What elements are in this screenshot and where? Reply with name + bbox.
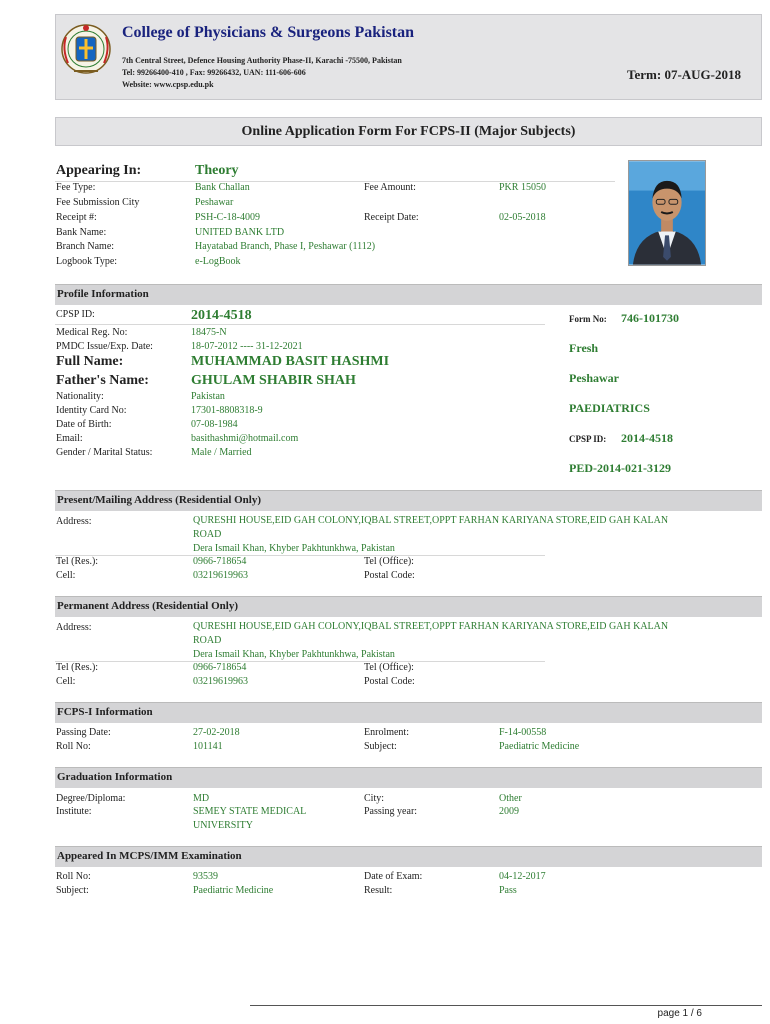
footer-divider [250, 1005, 762, 1006]
address-line: Dera Ismail Khan, Khyber Pakhtunkhwa, Pakistan [193, 649, 395, 660]
section-fcps1 [55, 702, 762, 723]
tel-res-value: 0966-718654 [193, 556, 247, 567]
idcard-label: Identity Card No: [56, 405, 127, 416]
institute-label: Institute: [56, 806, 92, 817]
address-line: ROAD [193, 635, 222, 646]
branch-label: Branch Name: [56, 241, 115, 252]
cell-label: Cell: [56, 676, 76, 687]
divider [55, 555, 545, 556]
address-line: QURESHI HOUSE,EID GAH COLONY,IQBAL STREET,OPPT FARHAN KARIYANA STORE,EID GAH KALAN [193, 515, 669, 526]
subject-label: Subject: [364, 741, 397, 752]
branch-value: Hayatabad Branch, Phase I, Peshawar (1112) [195, 241, 376, 252]
fee-type-value: Bank Challan [195, 182, 250, 193]
fee-amount-label: Fee Amount: [364, 182, 416, 193]
passing-year-label: Passing year: [364, 806, 418, 817]
med-reg-value: 18475-N [191, 327, 227, 338]
logbook-value: e-LogBook [195, 256, 241, 267]
degree-value: MD [193, 793, 210, 804]
exam-city: Peshawar [569, 371, 619, 385]
result-label: Result: [364, 885, 393, 896]
exam-date-label: Date of Exam: [364, 871, 423, 882]
cell-value: 03219619963 [193, 676, 248, 687]
pmdc-value: 18-07-2012 ---- 31-12-2021 [191, 341, 303, 352]
full-name-value: MUHAMMAD BASIT HASHMI [191, 354, 390, 369]
dob-value: 07-08-1984 [191, 419, 238, 430]
institute-line: SEMEY STATE MEDICAL [193, 806, 307, 817]
section-title: FCPS-I Information [57, 706, 153, 718]
address-line: Dera Ismail Khan, Khyber Pakhtunkhwa, Pakistan [193, 543, 395, 554]
cpsp-id-label: CPSP ID: [56, 309, 95, 320]
right-cpsp-id-label: CPSP ID: [569, 434, 607, 444]
subject-value: Paediatric Medicine [499, 741, 580, 752]
divider [55, 324, 545, 325]
full-name-label: Full Name: [56, 354, 124, 369]
receipt-date-label: Receipt Date: [364, 212, 419, 223]
result-value: Pass [499, 885, 517, 896]
cell-label: Cell: [56, 570, 76, 581]
section-title: Graduation Information [57, 771, 173, 783]
address-line: ROAD [193, 529, 222, 540]
degree-label: Degree/Diploma: [56, 793, 126, 804]
section-graduation [55, 767, 762, 788]
dob-label: Date of Birth: [56, 419, 112, 430]
subject-value: Paediatric Medicine [193, 885, 274, 896]
logbook-label: Logbook Type: [56, 256, 118, 267]
tel-res-label: Tel (Res.): [56, 556, 99, 567]
nationality-value: Pakistan [191, 391, 225, 402]
address-value [193, 514, 753, 556]
tel-res-value: 0966-718654 [193, 662, 247, 673]
college-website[interactable]: Website: www.cpsp.edu.pk [122, 80, 214, 89]
section-mcps [55, 846, 762, 867]
right-cpsp-id-value: 2014-4518 [621, 431, 673, 445]
nationality-label: Nationality: [56, 391, 104, 402]
address-label: Address: [56, 516, 92, 527]
ped-id: PED-2014-021-3129 [569, 461, 671, 475]
section-title: Appeared In MCPS/IMM Examination [57, 850, 242, 862]
email-value[interactable]: basithashmi@hotmail.com [191, 433, 299, 444]
appearing-value: Theory [195, 163, 239, 178]
pmdc-label: PMDC Issue/Exp. Date: [56, 341, 153, 352]
email-label: Email: [56, 433, 83, 444]
receipt-label: Receipt #: [56, 212, 97, 223]
receipt-value: PSH-C-18-4009 [195, 212, 261, 223]
tel-office-label: Tel (Office): [364, 662, 414, 673]
college-phone: Tel: 99266400-410 , Fax: 99266432, UAN: 111-606-606 [122, 68, 306, 77]
enrolment-value: F-14-00558 [499, 727, 547, 738]
idcard-value: 17301-8808318-9 [191, 405, 263, 416]
roll-no-label: Roll No: [56, 871, 91, 882]
section-title: Profile Information [57, 288, 149, 300]
exam-date-value: 04-12-2017 [499, 871, 546, 882]
college-address: 7th Central Street, Defence Housing Authority Phase-II, Karachi -75500, Pakistan [122, 56, 402, 65]
appearing-label: Appearing In: [56, 163, 142, 178]
bank-label: Bank Name: [56, 227, 107, 238]
form-no-label: Form No: [569, 314, 607, 324]
passing-date-value: 27-02-2018 [193, 727, 240, 738]
address-value [193, 620, 753, 662]
fee-city-value: Peshawar [195, 197, 234, 208]
cpsp-id-value: 2014-4518 [191, 308, 252, 323]
tel-office-label: Tel (Office): [364, 556, 414, 567]
fee-amount-value: PKR 15050 [499, 182, 546, 193]
tel-res-label: Tel (Res.): [56, 662, 99, 673]
section-permanent-address [55, 596, 762, 617]
institute-line: UNIVERSITY [193, 820, 253, 831]
roll-no-value: 101141 [193, 741, 223, 752]
gender-label: Gender / Marital Status: [56, 447, 153, 458]
fee-city-label: Fee Submission City [56, 197, 140, 208]
subject-label: Subject: [56, 885, 89, 896]
section-present-address [55, 490, 762, 511]
roll-no-value: 93539 [193, 871, 218, 882]
section-profile [55, 284, 762, 305]
institute-value [193, 805, 353, 833]
page-number: page 1 / 6 [657, 1008, 702, 1019]
gender-value: Male / Married [191, 447, 252, 458]
postal-code-label: Postal Code: [364, 676, 415, 687]
section-title: Present/Mailing Address (Residential Only) [57, 494, 262, 506]
address-label: Address: [56, 622, 92, 633]
bank-value: UNITED BANK LTD [195, 227, 285, 238]
applicant-photo [628, 160, 706, 266]
city-value: Other [499, 793, 522, 804]
roll-no-label: Roll No: [56, 741, 91, 752]
specialty: PAEDIATRICS [569, 401, 650, 415]
term-date: Term: 07-AUG-2018 [627, 67, 741, 82]
form-title: Online Application Form For FCPS-II (Major Subjects) [55, 117, 762, 146]
cpsp-crest-logo [60, 19, 112, 79]
enrolment-label: Enrolment: [364, 727, 409, 738]
form-no-value: 746-101730 [621, 311, 679, 325]
college-title: College of Physicians & Surgeons Pakistan [122, 24, 415, 41]
passing-year-value: 2009 [499, 806, 519, 817]
header-banner [55, 14, 762, 100]
applicant-status: Fresh [569, 341, 599, 355]
father-name-value: GHULAM SHABIR SHAH [191, 373, 356, 388]
divider [55, 661, 545, 662]
fee-type-label: Fee Type: [56, 182, 96, 193]
med-reg-label: Medical Reg. No: [56, 327, 128, 338]
section-title: Permanent Address (Residential Only) [57, 600, 238, 612]
postal-code-label: Postal Code: [364, 570, 415, 581]
receipt-date-value: 02-05-2018 [499, 212, 546, 223]
address-line: QURESHI HOUSE,EID GAH COLONY,IQBAL STREET,OPPT FARHAN KARIYANA STORE,EID GAH KALAN [193, 621, 669, 632]
father-name-label: Father's Name: [56, 373, 149, 388]
passing-date-label: Passing Date: [56, 727, 111, 738]
cell-value: 03219619963 [193, 570, 248, 581]
city-label: City: [364, 793, 385, 804]
